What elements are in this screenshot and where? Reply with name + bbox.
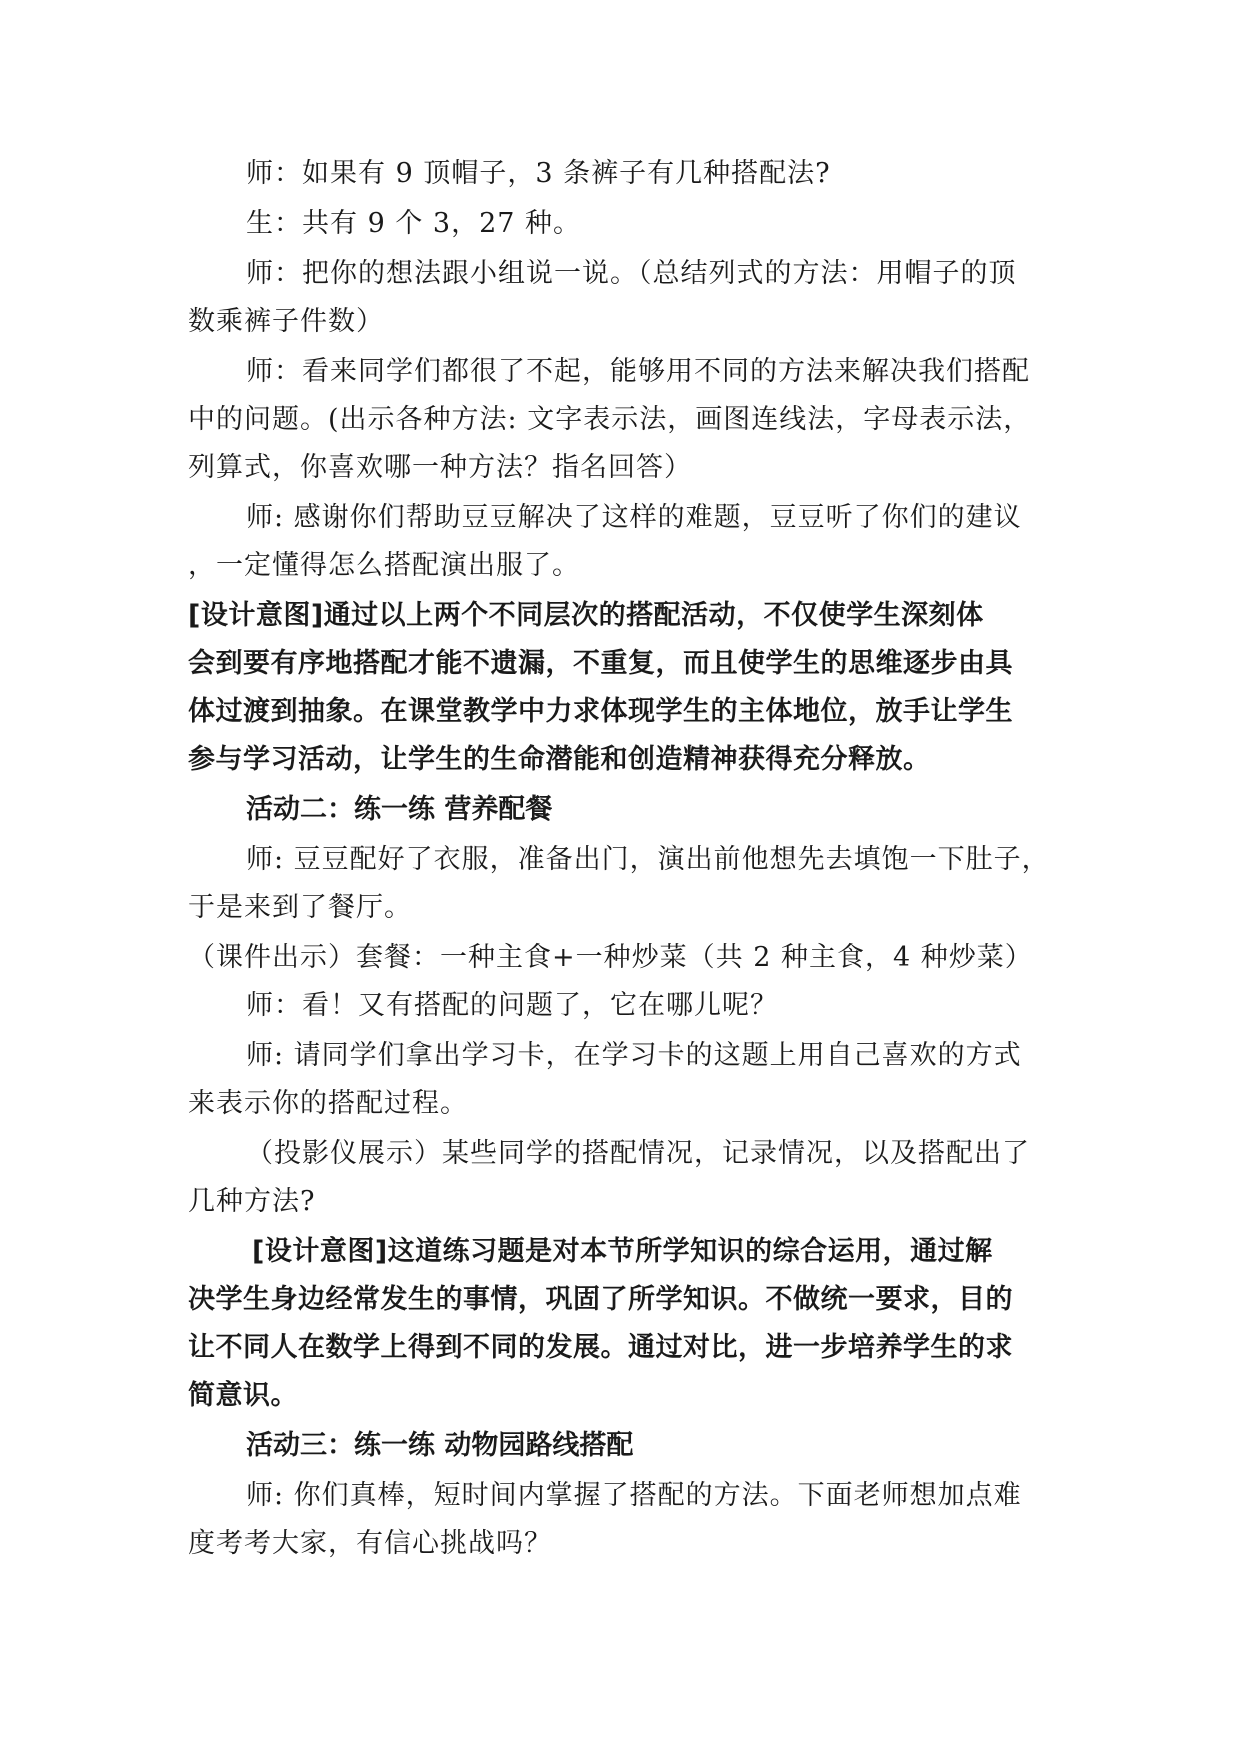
teacher-methods-2: 中的问题。(出示各种方法: 文字表示法，画图连线法，字母表示法， [188,404,1032,435]
activity-two-heading: 活动二：练一练 营养配餐 [246,794,553,825]
teacher-meal-1: 师: 豆豆配好了衣服，准备出门，演出前他想先去填饱一下肚子， [246,844,1050,875]
teacher-card-2: 来表示你的搭配过程。 [188,1088,468,1119]
design-intent-2-line-1: [设计意图]这道练习题是对本节所学知识的综合运用，通过解 [252,1236,993,1267]
projector-display-2: 几种方法? [188,1186,316,1217]
design-intent-2-line-2: 决学生身边经常发生的事情，巩固了所学知识。不做统一要求，目的 [188,1284,1013,1315]
teacher-card-1: 师: 请同学们拿出学习卡，在学习卡的这题上用自己喜欢的方式 [246,1040,1022,1071]
activity-three-heading: 活动三：练一练 动物园路线搭配 [246,1430,634,1461]
teacher-line-1: 师：把你的想法跟小组说一说。（总结列式的方法：用帽子的顶 [246,258,1017,289]
teacher-look: 师：看！又有搭配的问题了，它在哪儿呢？ [246,990,778,1021]
teacher-challenge-2: 度考考大家，有信心挑战吗？ [188,1528,552,1559]
document-page [188,150,1056,1568]
projector-display-1: （投影仪展示）某些同学的搭配情况，记录情况，以及搭配出了 [246,1138,1030,1169]
design-intent-1-line-1: [设计意图]通过以上两个不同层次的搭配活动，不仅使学生深刻体 [188,600,984,631]
student-answer: 生：共有 9 个 3，27 种。 [246,208,582,239]
courseware-display: （课件出示）套餐：一种主食+一种炒菜（共 2 种主食，4 种炒菜） [188,942,1033,973]
design-intent-2-line-3: 让不同人在数学上得到不同的发展。通过对比，进一步培养学生的求 [188,1332,1013,1363]
teacher-thanks-2: ，一定懂得怎么搭配演出服了。 [188,550,580,581]
teacher-question-hats: 师：如果有 9 顶帽子，3 条裤子有几种搭配法? [246,158,831,189]
teacher-methods-1: 师：看来同学们都很了不起，能够用不同的方法来解决我们搭配 [246,356,1030,387]
teacher-meal-2: 于是来到了餐厅。 [188,892,412,923]
design-intent-1-line-2: 会到要有序地搭配才能不遗漏，不重复，而且使学生的思维逐步由具 [188,648,1013,679]
teacher-line-2: 数乘裤子件数） [188,306,384,337]
teacher-challenge-1: 师: 你们真棒，短时间内掌握了搭配的方法。下面老师想加点难 [246,1480,1022,1511]
teacher-thanks-1: 师: 感谢你们帮助豆豆解决了这样的难题，豆豆听了你们的建议 [246,502,1022,533]
design-intent-2-line-4: 简意识。 [188,1380,298,1411]
design-intent-1-line-3: 体过渡到抽象。在课堂教学中力求体现学生的主体地位，放手让学生 [188,696,1013,727]
teacher-methods-3: 列算式，你喜欢哪一种方法？指名回答） [188,452,692,483]
design-intent-1-line-4: 参与学习活动，让学生的生命潜能和创造精神获得充分释放。 [188,744,931,775]
